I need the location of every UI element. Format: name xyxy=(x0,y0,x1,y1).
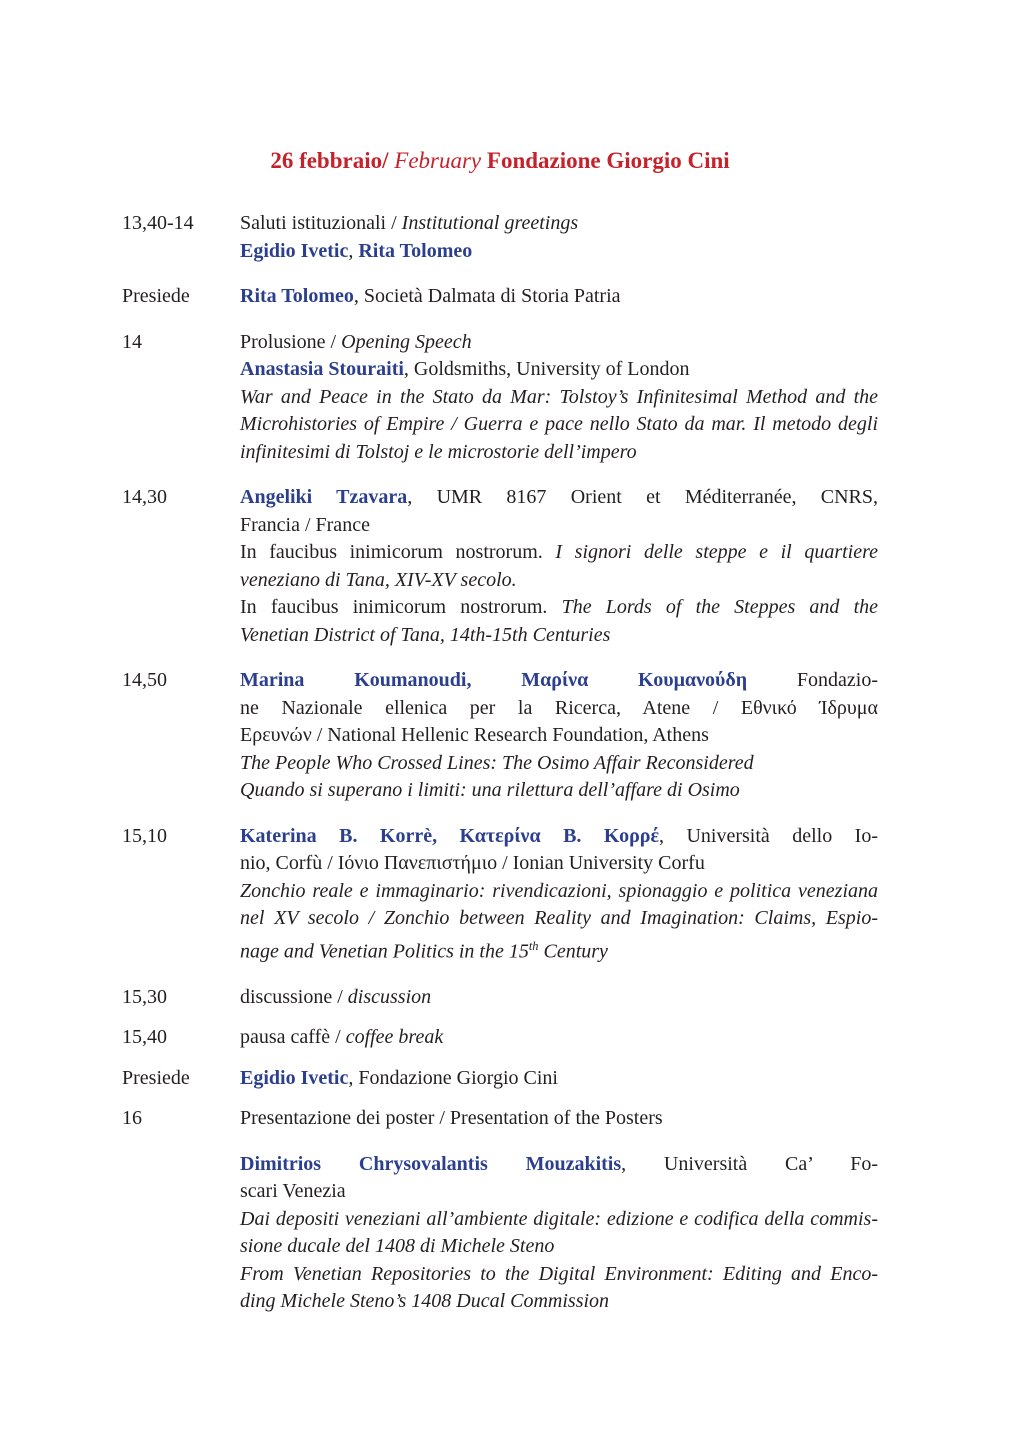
plain-text: , UMR 8167 Orient et Méditerranée, CNRS, xyxy=(407,486,878,508)
plain-text: scari Venezia xyxy=(240,1180,346,1203)
text-line xyxy=(240,484,878,512)
date-label-english: February xyxy=(394,148,482,173)
row-content xyxy=(240,984,878,1012)
text-line xyxy=(240,1233,878,1261)
speaker-name: Rita Tolomeo xyxy=(358,239,473,262)
row-content xyxy=(240,667,878,805)
time-label: Presiede xyxy=(122,1066,190,1089)
time-label: 15,40 xyxy=(122,1026,167,1049)
talk-title: I signori delle steppe e il quartiere xyxy=(555,541,879,563)
text-line xyxy=(240,823,878,851)
text-line xyxy=(240,777,878,805)
document-page xyxy=(122,146,878,1334)
talk-title: sione ducale del 1408 di Michele Steno xyxy=(240,1235,555,1258)
plain-text: Presentazione dei poster / Presentation of the Posters xyxy=(240,1107,663,1130)
venue-name: Fondazione Giorgio Cini xyxy=(486,148,730,173)
talk-title: Quando si superano i limiti: una rilettura dell’affare di Osimo xyxy=(240,779,740,801)
schedule-row xyxy=(122,1105,878,1133)
date-label: 26 febbraio/ xyxy=(270,148,389,173)
talk-title: infinitesimi di Tolstoj e le microstorie dell’impero xyxy=(240,440,637,463)
row-content xyxy=(240,329,878,467)
plain-text: discussione / xyxy=(240,985,348,1008)
speaker-name: Egidio Ivetic xyxy=(240,239,349,262)
text-line xyxy=(240,878,878,906)
text-line xyxy=(240,722,878,750)
speaker-name: Angeliki Tzavara xyxy=(240,486,408,508)
row-content xyxy=(240,823,878,966)
plain-text: , Università Ca’ Fo- xyxy=(621,1152,878,1175)
talk-title: Microhistories of Empire / Guerra e pace nello Stato da mar. Il metodo degli xyxy=(240,413,878,435)
text-line xyxy=(240,1105,878,1133)
schedule-row xyxy=(122,823,878,966)
text-line xyxy=(240,1206,878,1234)
text-line xyxy=(240,1065,878,1093)
plain-text: pausa caffè / xyxy=(240,1026,346,1049)
talk-title: The People Who Crossed Lines: The Osimo Affair Reconsidered xyxy=(240,751,754,774)
time-label: 16 xyxy=(122,1107,142,1130)
time-label: Presiede xyxy=(122,285,190,307)
row-content xyxy=(240,1065,878,1093)
text-line xyxy=(240,1288,878,1316)
text-line xyxy=(240,905,878,933)
plain-text: Ερευνών / National Hellenic Research Foundation, Athens xyxy=(240,724,709,746)
talk-title: ding Michele Steno’s 1408 Ducal Commission xyxy=(240,1290,610,1313)
schedule-row xyxy=(122,210,878,265)
text-line xyxy=(240,439,878,467)
text-line xyxy=(240,933,878,966)
time-label: 13,40-14 xyxy=(122,212,194,234)
schedule-row xyxy=(122,667,878,805)
text-line xyxy=(240,567,878,595)
talk-title: War and Peace in the Stato da Mar: Tolstoy’s Infinitesimal Method and the xyxy=(240,385,878,408)
time-label: 14,30 xyxy=(122,486,167,508)
speaker-name: Katerina B. Korrè, Κατερίνα Β. Κορρέ xyxy=(240,824,660,847)
text-line xyxy=(240,850,878,878)
plain-text: , Società Dalmata di Storia Patria xyxy=(353,285,621,307)
speaker-name: Anastasia Stouraiti xyxy=(240,358,404,380)
time-label xyxy=(122,1151,240,1316)
text-line xyxy=(240,695,878,723)
time-label: 14 xyxy=(122,330,142,353)
talk-title: veneziano di Tana, XIV-XV secolo. xyxy=(240,568,517,591)
label-english: coffee break xyxy=(345,1026,444,1049)
schedule-row xyxy=(122,1024,878,1052)
plain-text: In faucibus inimicorum nostrorum. xyxy=(240,596,562,618)
talk-title: nel XV secolo / Zonchio between Reality and Imagination: Claims, Espio- xyxy=(240,907,878,929)
row-content xyxy=(240,1024,878,1052)
text-line xyxy=(240,1261,878,1289)
plain-text: Prolusione / xyxy=(240,330,342,353)
time-label: 15,10 xyxy=(122,824,167,847)
talk-title: Venetian District of Tana, 14th-15th Centuries xyxy=(240,623,611,646)
text-line xyxy=(240,329,878,357)
plain-text: In faucibus inimicorum nostrorum. xyxy=(240,541,556,563)
text-line xyxy=(240,539,878,567)
row-content xyxy=(240,1105,878,1133)
talk-title: Zonchio reale e immaginario: rivendicazioni, spionaggio e politica veneziana xyxy=(240,879,878,902)
speaker-name: Dimitrios Chrysovalantis Mouzakitis xyxy=(240,1152,622,1175)
page-title xyxy=(122,146,878,176)
talk-title: Dai depositi veneziani all’ambiente digitale: edizione e codifica della commis- xyxy=(240,1207,878,1230)
plain-text: Francia / France xyxy=(240,513,370,536)
plain-text: , Goldsmiths, University of London xyxy=(403,358,690,380)
schedule-row xyxy=(122,484,878,649)
superscript-text: th xyxy=(528,938,539,953)
text-line xyxy=(240,512,878,540)
speaker-name: Rita Tolomeo xyxy=(240,285,354,307)
text-line xyxy=(240,283,878,311)
text-line xyxy=(240,238,878,266)
label-english: discussion xyxy=(347,985,432,1008)
text-line xyxy=(240,667,878,695)
schedule-row xyxy=(122,1151,878,1316)
plain-text: , Fondazione Giorgio Cini xyxy=(348,1066,558,1089)
text-line xyxy=(240,1024,878,1052)
schedule-row xyxy=(122,1065,878,1093)
talk-title: The Lords of the Steppes and the xyxy=(561,596,879,618)
label-english: Opening Speech xyxy=(341,330,472,353)
schedule-row xyxy=(122,984,878,1012)
schedule-row xyxy=(122,283,878,311)
plain-text: ne Nazionale ellenica per la Ricerca, Atene / Εθνικό Ίδρυμα xyxy=(240,696,878,719)
plain-text: Fondazio- xyxy=(747,669,878,691)
speaker-name: Egidio Ivetic xyxy=(240,1066,349,1089)
text-line xyxy=(240,411,878,439)
talk-title: nage and Venetian Politics in the 15 xyxy=(240,940,529,963)
text-line xyxy=(240,384,878,412)
text-line xyxy=(240,622,878,650)
text-line xyxy=(240,210,878,238)
text-line xyxy=(240,1151,878,1179)
plain-text: , Università dello Io- xyxy=(659,824,878,847)
schedule-row xyxy=(122,329,878,467)
speaker-name: Marina Koumanoudi, Μαρίνα Κουμανούδη xyxy=(240,669,748,691)
row-content xyxy=(240,484,878,649)
row-content xyxy=(240,1151,878,1316)
talk-title: Century xyxy=(538,940,608,963)
plain-text: nio, Corfù / Ιόνιο Πανεπιστήμιο / Ionian University Corfu xyxy=(240,852,705,874)
label-english: Institutional greetings xyxy=(401,212,579,234)
plain-text: , xyxy=(348,239,359,262)
text-line xyxy=(240,1178,878,1206)
row-content xyxy=(240,210,878,265)
talk-title: From Venetian Repositories to the Digital Environment: Editing and Enco- xyxy=(240,1262,878,1285)
time-label: 15,30 xyxy=(122,985,167,1008)
text-line xyxy=(240,984,878,1012)
time-label: 14,50 xyxy=(122,669,167,691)
text-line xyxy=(240,594,878,622)
text-line xyxy=(240,356,878,384)
plain-text: Saluti istituzionali / xyxy=(240,212,402,234)
row-content xyxy=(240,283,878,311)
text-line xyxy=(240,750,878,778)
